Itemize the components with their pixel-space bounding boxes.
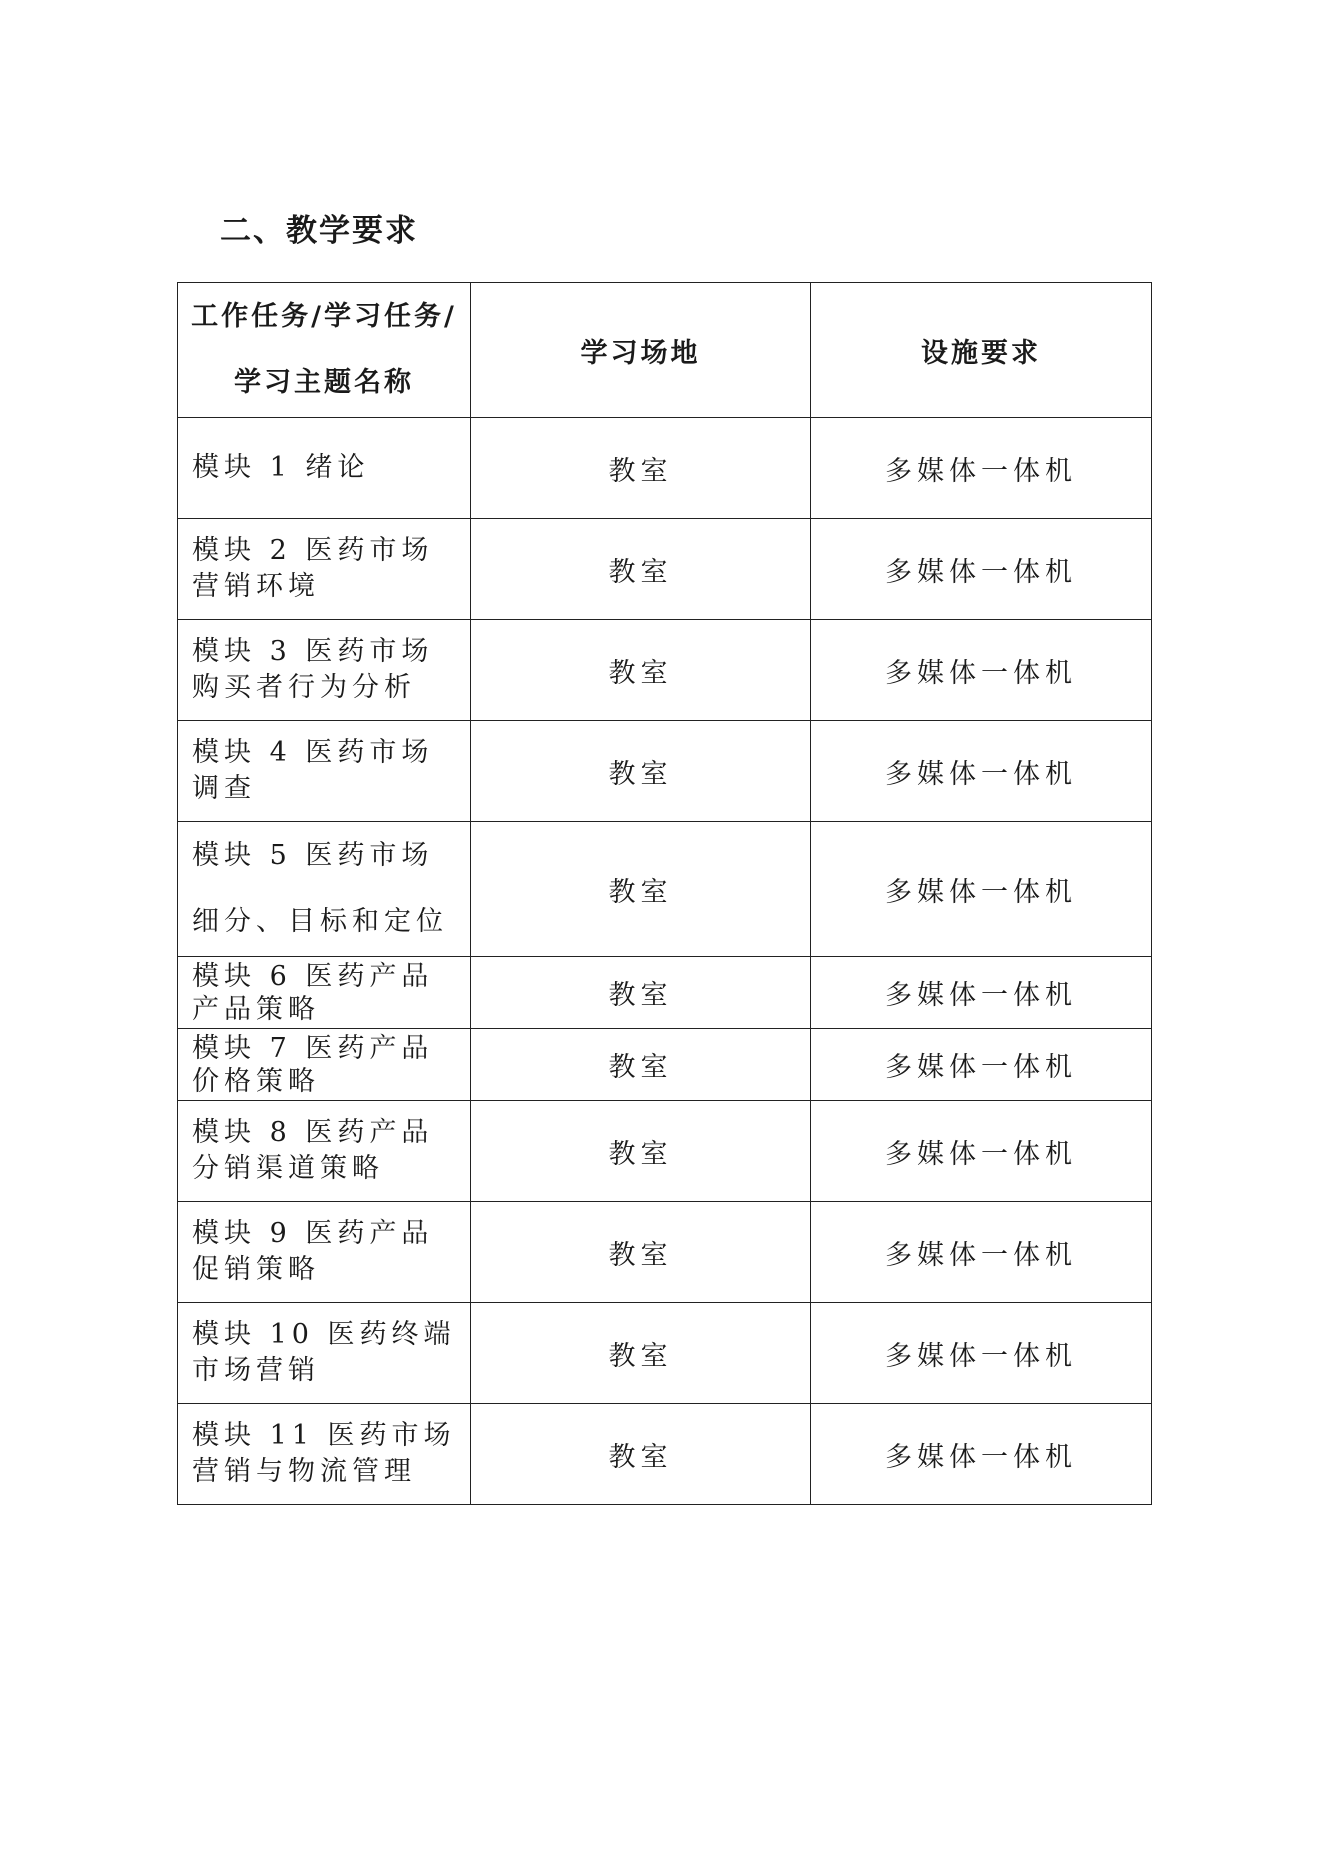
table-row (178, 620, 1152, 721)
venue-cell: 教室 (471, 957, 811, 1029)
table-row (178, 822, 1152, 957)
page-title: 二、教学要求 (220, 213, 418, 249)
venue-cell: 教室 (471, 1404, 811, 1505)
venue-cell: 教室 (471, 1101, 811, 1202)
facility-cell: 多媒体一体机 (811, 957, 1152, 1029)
table-header-row (178, 283, 1152, 418)
facility-cell: 多媒体一体机 (811, 822, 1152, 957)
venue-cell: 教室 (471, 519, 811, 620)
header-facility: 设施要求 (811, 283, 1152, 418)
task-name-cell: 模块 6 医药产品产品策略 (178, 957, 471, 1029)
venue-cell: 教室 (471, 418, 811, 519)
task-name-cell: 模块 8 医药产品分销渠道策略 (178, 1101, 471, 1202)
venue-cell: 教室 (471, 1303, 811, 1404)
facility-cell: 多媒体一体机 (811, 1303, 1152, 1404)
task-name-cell: 模块 9 医药产品促销策略 (178, 1202, 471, 1303)
task-name-cell: 模块 2 医药市场营销环境 (178, 519, 471, 620)
table-row (178, 1202, 1152, 1303)
facility-cell: 多媒体一体机 (811, 1101, 1152, 1202)
header-venue: 学习场地 (471, 283, 811, 418)
table-row (178, 1101, 1152, 1202)
facility-cell: 多媒体一体机 (811, 519, 1152, 620)
task-name-cell: 模块 3 医药市场购买者行为分析 (178, 620, 471, 721)
task-name-cell: 模块 5 医药市场细分、目标和定位 (178, 822, 471, 957)
facility-cell: 多媒体一体机 (811, 418, 1152, 519)
facility-cell: 多媒体一体机 (811, 1202, 1152, 1303)
task-name-cell: 模块 4 医药市场调查 (178, 721, 471, 822)
facility-cell: 多媒体一体机 (811, 1404, 1152, 1505)
venue-cell: 教室 (471, 1202, 811, 1303)
venue-cell: 教室 (471, 822, 811, 957)
task-name-cell: 模块 11 医药市场营销与物流管理 (178, 1404, 471, 1505)
task-name-cell: 模块 10 医药终端市场营销 (178, 1303, 471, 1404)
table-row (178, 1029, 1152, 1101)
task-name-cell: 模块 7 医药产品价格策略 (178, 1029, 471, 1101)
venue-cell: 教室 (471, 620, 811, 721)
facility-cell: 多媒体一体机 (811, 620, 1152, 721)
facility-cell: 多媒体一体机 (811, 1029, 1152, 1101)
task-name-cell: 模块 1 绪论 (178, 418, 471, 519)
venue-cell: 教室 (471, 721, 811, 822)
table-row (178, 418, 1152, 519)
table-row (178, 1404, 1152, 1505)
table-row (178, 957, 1152, 1029)
header-task-name: 工作任务/学习任务/学习主题名称 (178, 283, 471, 418)
table-row (178, 1303, 1152, 1404)
table-row (178, 519, 1152, 620)
table-row (178, 721, 1152, 822)
teaching-requirements-table (177, 282, 1152, 1505)
venue-cell: 教室 (471, 1029, 811, 1101)
facility-cell: 多媒体一体机 (811, 721, 1152, 822)
